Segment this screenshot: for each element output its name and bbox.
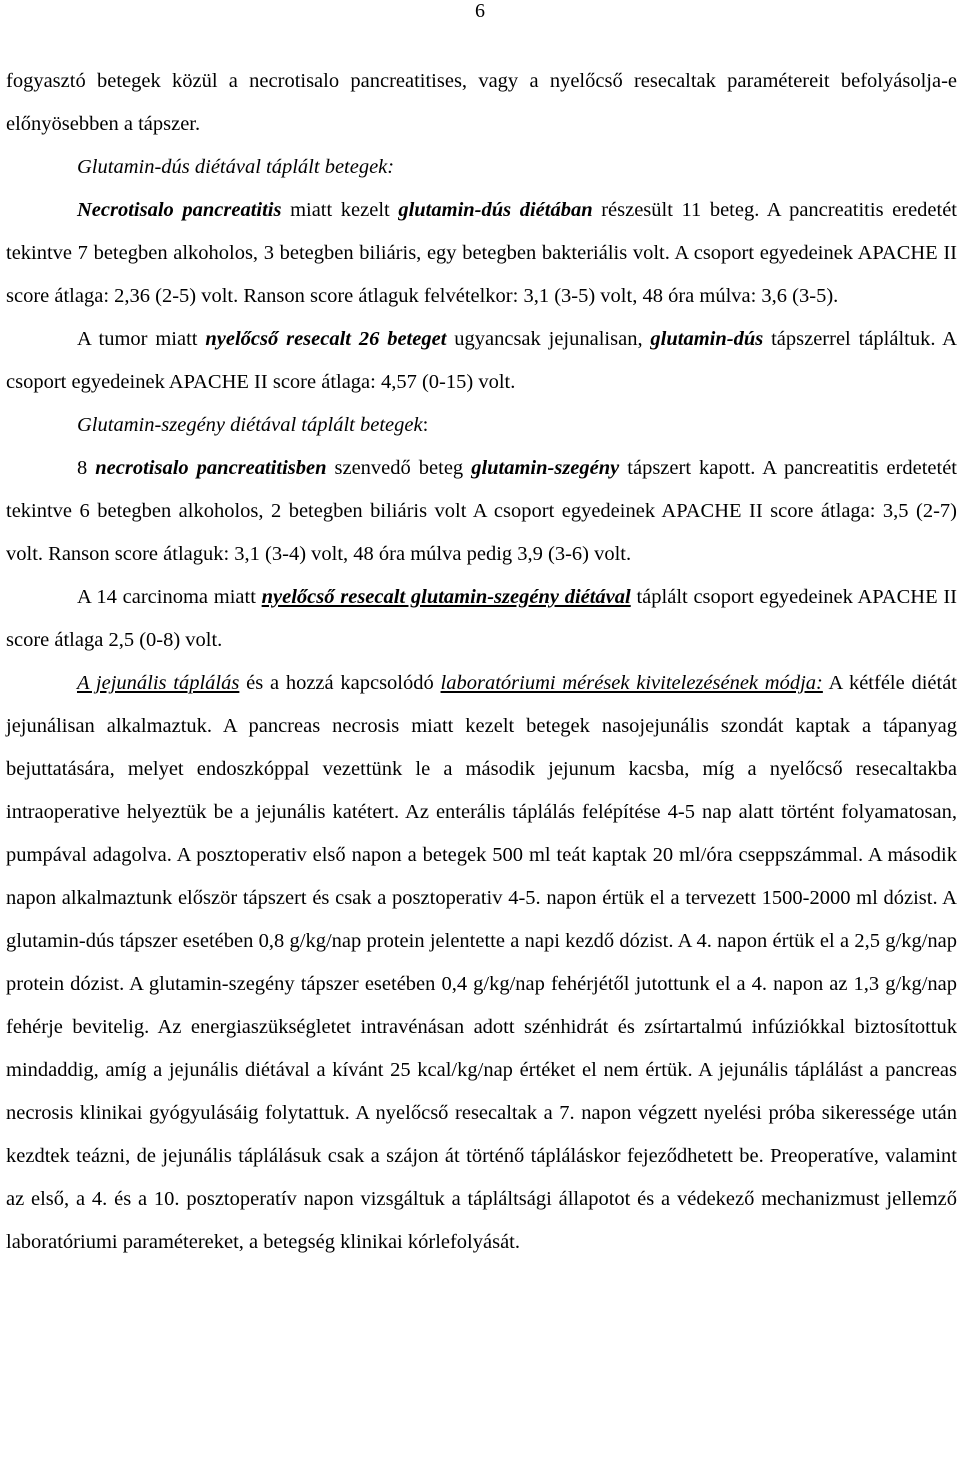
paragraph-jejunal-feeding-methods bbox=[6, 662, 957, 1264]
document-body bbox=[6, 60, 957, 1264]
paragraph-text: A kétféle diétát jejunálisan alkalmaztuk. A pancreas necrosis miatt kezelt betegek nasojejunális szondát kaptak a tápanyag bejuttatására, melyet endoszkóppal vezettünk le a második jejunum kacsba, míg a nyelőcső resecaltakba intraoperative helyeztük be a jejunális katétert. Az enterális táplálás felépítése 4-5 nap alatt történt folyamatosan, pumpával adagolva. A posztoperativ első napon a betegek 500 ml teát kaptak 20 ml/óra cseppszámmal. A második napon alkalmaztunk először tápszert és csak a posztoperativ 4-5. napon értük el a tervezett 1500-2000 ml dózist. A glutamin-dús tápszer esetében 0,8 g/kg/nap protein jelentette a napi kezdő dózist. A 4. napon értük el a 2,5 g/kg/nap protein dózist. A glutamin-szegény tápszer esetében 0,4 g/kg/nap fehérjétől jutottunk el a 4. napon az 1,3 g/kg/nap fehérje bevitelig. Az energiaszükségletet intravénásan adott szénhidrát és zsírtartalmú infúziókkal biztosítottuk mindaddig, amíg a jejunális diétával a kívánt 25 kcal/kg/nap értéket el nem értük. A jejunális táplálást a pancreas necrosis klinikai gyógyulásáig folytattuk. A nyelőcső resecaltak a 7. napon végzett nyelési próba sikeressége után kezdtek teázni, de jejunális táplálásuk csak a szájon át történő tápláláskor fejeződhetett be. Preoperatíve, valamint az első, a 4. és a 10. posztoperatív napon vizsgáltuk a tápláltsági állapotot és a védekező mechanizmust jellemző laboratóriumi paramétereket, a betegség klinikai kórlefolyását. bbox=[6, 672, 958, 1253]
heading-text: Glutamin-dús diétával táplált betegek: bbox=[77, 156, 395, 178]
heading-glutamine-poor bbox=[6, 404, 957, 447]
paragraph-glutamine-rich-pancreatitis bbox=[6, 189, 957, 318]
paragraph-text: szenvedő beteg bbox=[326, 457, 472, 479]
paragraph-text: 8 bbox=[77, 457, 96, 479]
paragraph-text: részesült 11 beteg. A pancreatitis eredetét tekintve 7 betegben alkoholos, 3 betegben biliáris, egy betegben bakteriális volt. A csoport egyedeinek APACHE II score átlaga: 2,36 (2-5) volt. Ranson score átlaguk felvételkor: 3,1 (3-5) volt, 48 óra múlva: 3,6 (3-5). bbox=[6, 199, 958, 307]
emphasis-text: nyelőcső resecalt glutamin-szegény diétával bbox=[261, 586, 631, 608]
emphasis-text: Necrotisalo pancreatitis bbox=[77, 199, 282, 221]
paragraph-text: ugyancsak jejunalisan, bbox=[446, 328, 651, 350]
paragraph-text: miatt kezelt bbox=[281, 199, 399, 221]
paragraph-intro-continuation bbox=[6, 60, 957, 146]
heading-text: Glutamin-szegény diétával táplált betegek bbox=[77, 414, 423, 436]
emphasis-text: glutamin-szegény bbox=[471, 457, 620, 479]
underlined-heading-text: A jejunális táplálás bbox=[77, 672, 240, 694]
underlined-heading-text: laboratóriumi mérések kivitelezésének módja: bbox=[440, 672, 823, 694]
heading-glutamine-rich bbox=[6, 146, 957, 189]
page-number: 6 bbox=[475, 0, 485, 22]
paragraph-text: tápszert kapott. A pancreatitis erdetetét tekintve 6 betegben alkoholos, 2 betegben biliáris volt A csoport egyedeinek APACHE II score átlaga: 3,5 (2-7) volt. Ranson score átlaguk: 3,1 (3-4) volt, 48 óra múlva pedig 3,9 (3-6) volt. bbox=[6, 457, 957, 565]
emphasis-text: glutamin-dús diétában bbox=[398, 199, 593, 221]
paragraph-text: tápszerrel tápláltuk. A csoport egyedeinek APACHE II score átlaga: 4,57 (0-15) volt. bbox=[6, 328, 957, 393]
emphasis-text: nyelőcső resecalt 26 beteget bbox=[205, 328, 447, 350]
paragraph-text: és a hozzá kapcsolódó bbox=[239, 672, 441, 694]
paragraph-text: A tumor miatt bbox=[77, 328, 206, 350]
paragraph-glutamine-poor-pancreatitis bbox=[6, 447, 957, 576]
paragraph-text: fogyasztó betegek közül a necrotisalo pancreatitises, vagy a nyelőcső resecaltak paramétereit befolyásolja-e előnyösebben a tápszer. bbox=[6, 70, 957, 135]
emphasis-text: necrotisalo pancreatitisben bbox=[95, 457, 327, 479]
paragraph-text: táplált csoport egyedeinek APACHE II score átlaga 2,5 (0-8) volt. bbox=[6, 586, 958, 651]
heading-suffix: : bbox=[422, 414, 429, 436]
emphasis-text: glutamin-dús bbox=[650, 328, 764, 350]
paragraph-glutamine-poor-esophagus bbox=[6, 576, 957, 662]
paragraph-glutamine-rich-esophagus bbox=[6, 318, 957, 404]
paragraph-text: A 14 carcinoma miatt bbox=[77, 586, 262, 608]
